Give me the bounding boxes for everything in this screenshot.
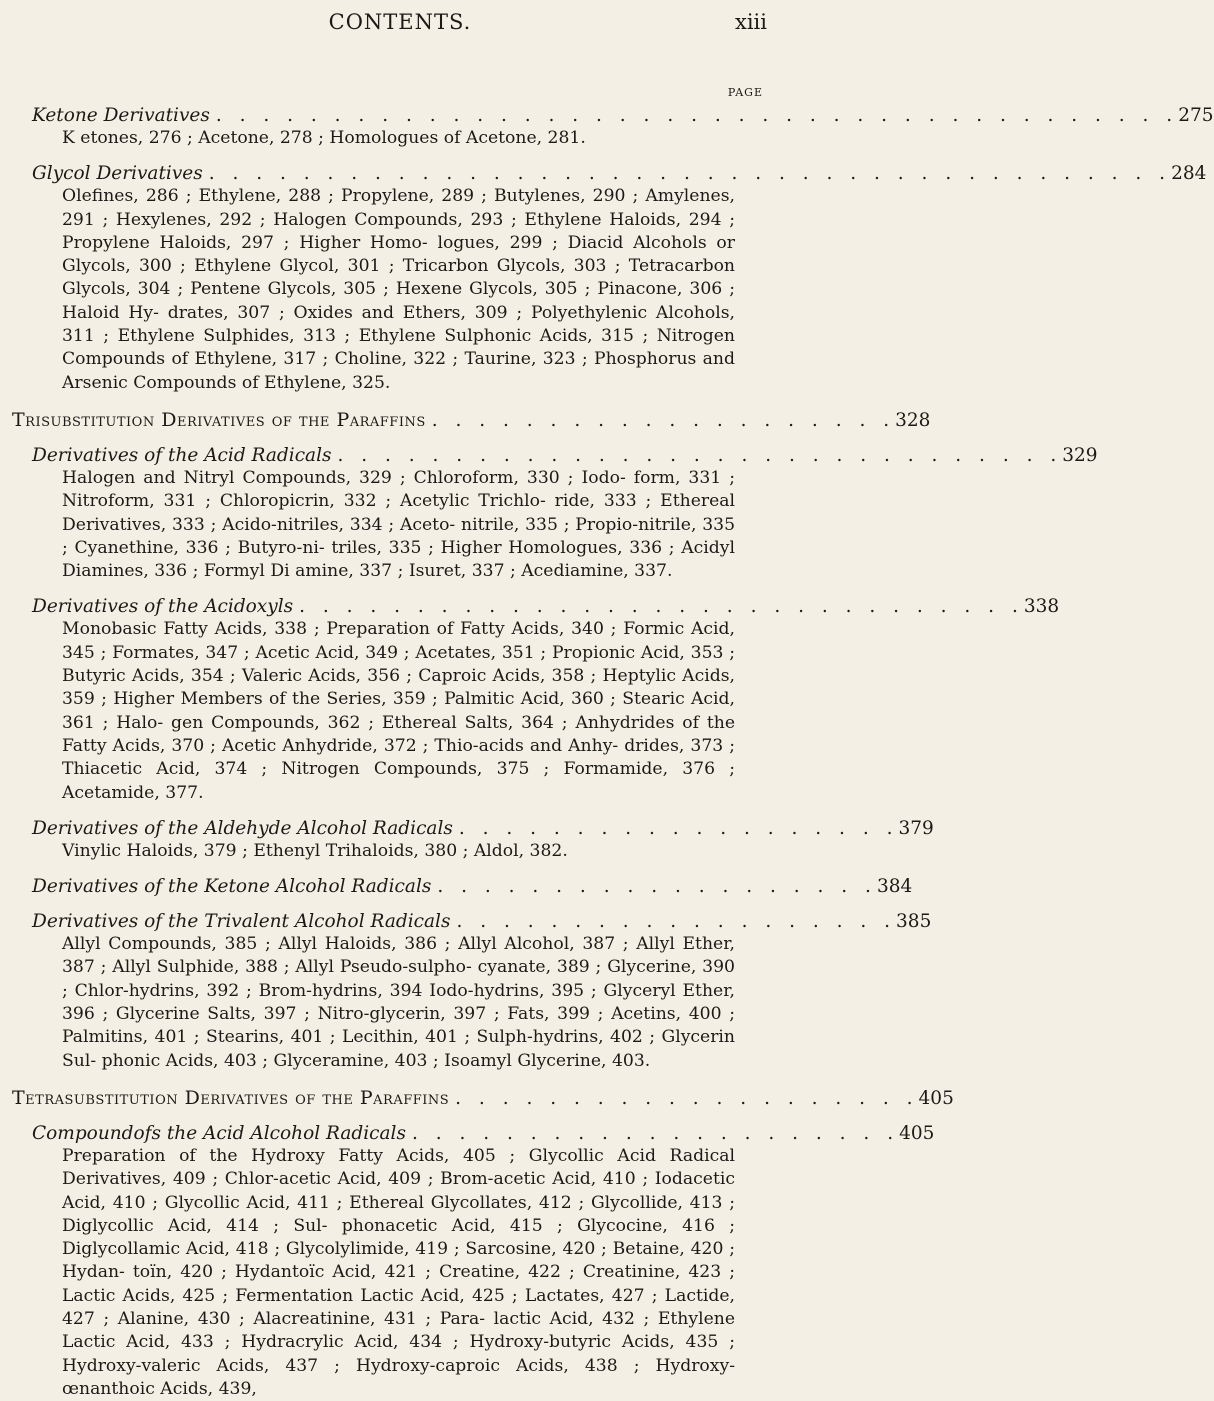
entry-title: Tetrasubstitution Derivatives of the Paraffins	[12, 1086, 450, 1109]
entry-title: Glycol Derivatives	[32, 163, 203, 185]
entry-page: 405	[918, 1087, 954, 1109]
toc-entry-trisubstitution	[12, 408, 931, 432]
entry-title: Derivatives of the Acidoxyls	[32, 596, 294, 618]
table-of-contents	[12, 104, 1214, 1401]
leader-dots: . . . . . . . . . . . . . . . . . . .	[437, 876, 877, 898]
entry-page: 384	[876, 876, 913, 898]
entry-title: Ketone Derivatives	[32, 105, 210, 126]
leader-dots: . . . . . . . . . . . . . . . . . . . . .	[411, 1122, 900, 1144]
entry-page: 405	[899, 1122, 935, 1144]
toc-entry-acidoxyls	[32, 595, 1060, 804]
entry-body: Allyl Compounds, 385 ; Allyl Haloids, 386 ; Allyl Alcohol, 387 ; Allyl Ether, 387 ; Allyl Sulphide, 388 ; Allyl Pseudo-sulpho- cyanate, 389 ; Glycerine, 390 ; Chlor-hydrins, 392 ; Brom-hydrins, 394 Iodo-hydrins, 395 ; Glyceryl Ether, 396 ; Glycerine Salts, 397 ; Nitro-glycerin, 397 ; Fats, 399 ; Acetins, 400 ; Palmitins, 401 ; Stearins, 401 ; Lecithin, 401 ; Sulph-hydrins, 402 ; Glycerin Sul- phonic Acids, 403 ; Glyceramine, 403 ; Isoamyl Glycerine, 403.	[62, 934, 735, 1071]
entry-title: Derivatives of the Trivalent Alcohol Radicals	[32, 911, 451, 933]
leader-dots: . . . . . . . . . . . . . . . . . . . .	[431, 409, 896, 431]
toc-entry-acid-radicals	[32, 444, 1098, 583]
entry-page: 284	[1171, 163, 1207, 185]
entry-title: Compoundofs the Acid Alcohol Radicals	[32, 1122, 406, 1144]
running-title: CONTENTS.	[328, 10, 472, 34]
entry-page: 328	[895, 409, 931, 431]
entry-page: 385	[896, 911, 932, 933]
entry-page: 329	[1062, 444, 1098, 466]
page-number: xiii	[735, 10, 767, 34]
leader-dots: . . . . . . . . . . . . . . . . . . . . . . . . . . . . . . .	[337, 444, 1063, 466]
leader-dots: . . . . . . . . . . . . . . . . . . . .	[455, 1087, 919, 1109]
leader-dots: . . . . . . . . . . . . . . . . . . .	[458, 817, 899, 839]
leader-dots: . . . . . . . . . . . . . . . . . . . . . . . . . . . . . . . . . . . . . . . . .	[215, 105, 1179, 126]
leader-dots: . . . . . . . . . . . . . . . . . . .	[456, 911, 897, 933]
entry-page: 338	[1023, 596, 1060, 618]
entry-body: Preparation of the Hydroxy Fatty Acids, 405 ; Glycollic Acid Radical Derivatives, 409 ; Chlor-acetic Acid, 409 ; Brom-acetic Acid, 410 ; Iodacetic Acid, 410 ; Glycollic Acid, 411 ; Ethereal Glycollates, 412 ; Glycollide, 413 ; Diglycollic Acid, 414 ; Sul- phonacetic Acid, 415 ; Glycocine, 416 ; Diglycollamic Acid, 418 ; Glycolylimide, 419 ; Sarcosine, 420 ; Betaine, 420 ; Hydan- toïn, 420 ; Hydantoïc Acid, 421 ; Creatine, 422 ; Creatinine, 423 ; Lactic Acids, 425 ; Fermentation Lactic Acid, 425 ; Lactates, 427 ; Lactide, 427 ; Alanine, 430 ; Alacreatinine, 431 ; Para- lactic Acid, 432 ; Ethylene Lactic Acid, 433 ; Hydracrylic Acid, 434 ; Hydroxy-butyric Acids, 435 ; Hydroxy-valeric Acids, 437 ; Hydroxy-caproic Acids, 438 ; Hydroxy-œnanthoic Acids, 439,	[62, 1145, 735, 1399]
toc-entry-trivalent	[32, 910, 932, 1073]
toc-entry-ketone-alcohol	[32, 875, 913, 898]
entry-title: Derivatives of the Ketone Alcohol Radicals	[32, 876, 432, 898]
entry-body: K etones, 276 ; Acetone, 278 ; Homologues of Acetone, 281.	[62, 128, 586, 148]
entry-title: Trisubstitution Derivatives of the Paraffins	[12, 408, 426, 431]
entry-body: Vinylic Haloids, 379 ; Ethenyl Trihaloids, 380 ; Aldol, 382.	[62, 840, 568, 861]
entry-title: Derivatives of the Aldehyde Alcohol Radicals	[32, 817, 453, 839]
toc-entry-glycol	[32, 162, 1207, 395]
entry-page: 275	[1178, 105, 1214, 126]
entry-body: Halogen and Nitryl Compounds, 329 ; Chloroform, 330 ; Iodo- form, 331 ; Nitroform, 331 ; Chloropicrin, 332 ; Acetylic Trichlo- ride, 333 ; Ethereal Derivatives, 333 ; Acido-nitriles, 334 ; Aceto- nitrile, 335 ; Propio-nitrile, 335 ; Cyanethine, 336 ; Butyro-ni- triles, 335 ; Higher Homologues, 336 ; Acidyl Diamines, 336 ; Formyl Di amine, 337 ; Isuret, 337 ; Acediamine, 337.	[62, 467, 735, 582]
entry-title: Derivatives of the Acid Radicals	[32, 444, 332, 466]
entry-body: Monobasic Fatty Acids, 338 ; Preparation of Fatty Acids, 340 ; Formic Acid, 345 ; Formates, 347 ; Acetic Acid, 349 ; Acetates, 351 ; Propionic Acid, 353 ; Butyric Acids, 354 ; Valeric Acids, 356 ; Caproic Acids, 358 ; Heptylic Acids, 359 ; Higher Members of the Series, 359 ; Palmitic Acid, 360 ; Stearic Acid, 361 ; Halo- gen Compounds, 362 ; Ethereal Salts, 364 ; Anhydrides of the Fatty Acids, 370 ; Acetic Anhydride, 372 ; Thio-acids and Anhy- drides, 373 ; Thiacetic Acid, 374 ; Nitrogen Compounds, 375 ; Formamide, 376 ; Acetamide, 377.	[62, 619, 735, 803]
page-header	[0, 4, 800, 34]
toc-entry-tetrasubstitution	[12, 1086, 954, 1110]
leader-dots: . . . . . . . . . . . . . . . . . . . . . . . . . . . . . . .	[299, 596, 1024, 618]
entry-body: Olefines, 286 ; Ethylene, 288 ; Propylene, 289 ; Butylenes, 290 ; Amylenes, 291 ; Hexylenes, 292 ; Halogen Compounds, 293 ; Ethylene Haloids, 294 ; Propylene Haloids, 297 ; Higher Homo- logues, 299 ; Diacid Alcohols or Glycols, 300 ; Ethylene Glycol, 301 ; Tricarbon Glycols, 303 ; Tetracarbon Glycols, 304 ; Pentene Glycols, 305 ; Hexene Glycols, 305 ; Pinacone, 306 ; Haloid Hy- drates, 307 ; Oxides and Ethers, 309 ; Polyethylenic Alcohols, 311 ; Ethylene Sulphides, 313 ; Ethylene Sulphonic Acids, 315 ; Nitrogen Compounds of Ethylene, 317 ; Choline, 322 ; Taurine, 323 ; Phosphorus and Arsenic Compounds of Ethylene, 325.	[62, 186, 735, 393]
toc-entry-ketone	[32, 104, 1214, 150]
entry-page: 379	[898, 817, 934, 839]
page-column-label: PAGE	[727, 86, 763, 99]
toc-entry-aldehyde	[32, 817, 934, 863]
leader-dots: . . . . . . . . . . . . . . . . . . . . . . . . . . . . . . . . . . . . . . . . .	[208, 163, 1172, 185]
toc-entry-compounds-acid-alcohol	[32, 1122, 935, 1401]
